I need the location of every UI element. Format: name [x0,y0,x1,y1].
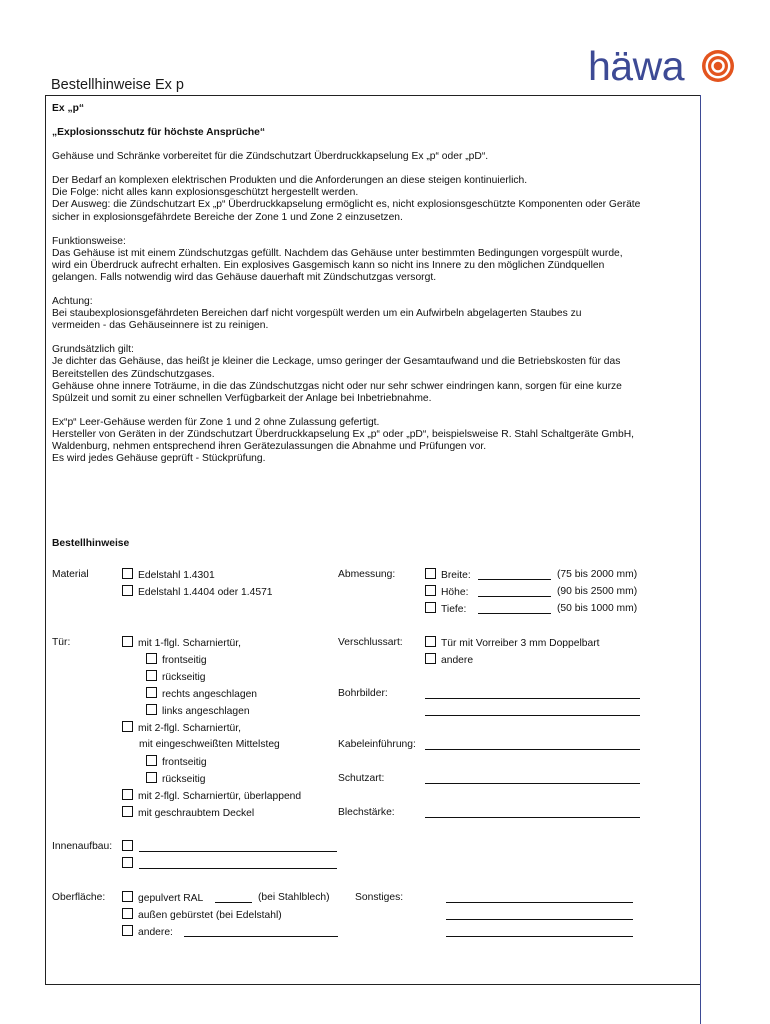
material-option-1430[interactable]: Edelstahl 1.4301 [122,568,215,582]
haewa-logo-icon [700,47,740,87]
intro-line: Bei staubexplosionsgefährdeten Bereichen darf nicht vorgespült werden um ein Aufwirbeln abgelagerten Staubes zu [52,308,582,320]
tuer-option-2flgl[interactable]: mit 2-flgl. Scharniertür, [122,721,241,735]
breite-range: (75 bis 2000 mm) [557,569,638,580]
verschluss-option-vorreiber[interactable]: Tür mit Vorreiber 3 mm Doppelbart [425,636,600,650]
innen-option-2[interactable] [122,857,138,871]
checkbox[interactable] [122,721,133,732]
checkbox[interactable] [122,806,133,817]
checkbox[interactable] [425,653,436,664]
innen-option-1[interactable] [122,840,138,854]
checkbox[interactable] [122,789,133,800]
tuer-option-ueberlappend[interactable]: mit 2-flgl. Scharniertür, überlappend [122,789,301,803]
intro-line: Bereitstellen des Zündschutzgases. [52,368,215,380]
checkbox[interactable] [122,908,133,919]
frame-right-accent-line [700,95,701,1024]
checkbox[interactable] [146,772,157,783]
hoehe-input-line[interactable] [478,586,551,597]
checkbox[interactable] [122,891,133,902]
innen-input-line-1[interactable] [139,841,337,852]
ex-label: Ex „p“ [52,103,85,114]
schutzart-label: Schutzart: [338,773,385,784]
checkbox[interactable] [146,755,157,766]
intro-line: Grundsätzlich gilt: [52,344,134,356]
intro-section [52,103,697,465]
tiefe-input-line[interactable] [478,603,551,614]
checkbox[interactable] [146,687,157,698]
sonstiges-label: Sonstiges: [355,892,404,903]
intro-line: Achtung: [52,296,93,308]
tuer-label: Tür: [52,637,71,648]
abmessung-label: Abmessung: [338,569,396,580]
oberflaeche-andere-input-line[interactable] [184,926,338,937]
intro-line: wird ein Überdruck aufrecht erhalten. Ein explosives Gasgemisch kann so nicht ins Innere zu den möglichen Zündquellen [52,259,605,271]
material-label: Material [52,569,89,580]
checkbox[interactable] [122,857,133,868]
verschluss-option-andere[interactable]: andere [425,653,473,667]
intro-line: Funktionsweise: [52,235,126,247]
tuer-1flgl-rechts[interactable]: rechts angeschlagen [146,687,257,701]
intro-line: vermeiden - das Gehäuseinnere ist zu reinigen. [52,320,269,332]
intro-paragraph: Gehäuse und Schränke vorbereitet für die Zündschutzart Überdruckkapselung Ex „p“ oder „pD“. [52,151,489,163]
page-title: Bestellhinweise Ex p [51,77,184,93]
blech-input-line[interactable] [425,807,640,818]
checkbox[interactable] [425,602,436,613]
checkbox[interactable] [122,636,133,647]
sonstiges-input-line-1[interactable] [446,892,633,903]
tuer-1flgl-frontseitig[interactable]: frontseitig [146,653,207,667]
intro-line: Es wird jedes Gehäuse geprüft - Stückprüfung. [52,453,266,465]
checkbox[interactable] [146,670,157,681]
frame-top-rule [45,95,700,96]
intro-line: Ex“p“ Leer-Gehäuse werden für Zone 1 und 2 ohne Zulassung gefertigt. [52,416,380,428]
sonstiges-input-line-3[interactable] [446,926,633,937]
oberflaeche-option-gebuerstet[interactable]: außen gebürstet (bei Edelstahl) [122,908,282,922]
oberflaeche-label: Oberfläche: [52,892,106,903]
intro-line: gelangen. Falls notwendig wird das Gehäuse dauerhaft mit Zündschutzgas versorgt. [52,271,437,283]
haewa-logo-text: häwa [588,43,685,89]
intro-line: Das Gehäuse ist mit einem Zündschutzgas gefüllt. Nachdem das Gehäuse unter bestimmten Bedingungen vorgespült wurde, [52,247,623,259]
oberflaeche-ral-note: (bei Stahlblech) [258,892,330,903]
oberflaeche-option-ral[interactable]: gepulvert RAL [122,891,203,905]
bohrbilder-input-line[interactable] [425,688,640,699]
intro-line: Waldenburg, nehmen entsprechend ihren Gerätezulassungen die Abnahme und Prüfungen vor. [52,440,487,452]
form-heading: Bestellhinweise [52,538,130,549]
verschluss-label: Verschlussart: [338,637,403,648]
hoehe-option[interactable]: Höhe: [425,585,468,599]
checkbox[interactable] [146,704,157,715]
tuer-2flgl-frontseitig[interactable]: frontseitig [146,755,207,769]
intro-line: Der Bedarf an komplexen elektrischen Produkten und die Anforderungen an diese steigen kontinuierlich. [52,175,528,187]
frame-left-rule [45,95,46,985]
checkbox[interactable] [122,925,133,936]
checkbox[interactable] [122,568,133,579]
tuer-2flgl-rueckseitig[interactable]: rückseitig [146,772,206,786]
frame-bottom-rule [45,984,700,985]
checkbox[interactable] [146,653,157,664]
ral-input-line[interactable] [215,892,252,903]
bohrbilder-label: Bohrbilder: [338,688,388,699]
intro-line: Gehäuse ohne innere Toträume, in die das Zündschutzgas nicht oder nur sehr schwer eindringen kann, sorgen für eine kurze [52,380,622,392]
tuer-option-deckel[interactable]: mit geschraubtem Deckel [122,806,254,820]
tuer-1flgl-links[interactable]: links angeschlagen [146,704,250,718]
bohrbilder-input-line-2[interactable] [425,705,640,716]
schutzart-input-line[interactable] [425,773,640,784]
checkbox[interactable] [425,585,436,596]
material-option-1440[interactable]: Edelstahl 1.4404 oder 1.4571 [122,585,273,599]
checkbox[interactable] [425,636,436,647]
checkbox[interactable] [122,585,133,596]
hoehe-range: (90 bis 2500 mm) [557,586,638,597]
kabel-input-line[interactable] [425,739,640,750]
tuer-1flgl-rueckseitig[interactable]: rückseitig [146,670,206,684]
tuer-option-1flgl[interactable]: mit 1-flgl. Scharniertür, [122,636,241,650]
innen-label: Innenaufbau: [52,841,113,852]
breite-input-line[interactable] [478,569,551,580]
checkbox[interactable] [425,568,436,579]
intro-line: Spülzeit und somit zu einer schnellen Verfügbarkeit der Anlage bei Inbetriebnahme. [52,392,432,404]
intro-line: Der Ausweg: die Zündschutzart Ex „p“ Überdruckkapselung ermöglicht es, nicht explosionsgeschützte Komponenten oder Geräte [52,199,641,211]
sonstiges-input-line-2[interactable] [446,909,633,920]
headline: „Explosionsschutz für höchste Ansprüche“ [52,127,266,139]
innen-input-line-2[interactable] [139,858,337,869]
checkbox[interactable] [122,840,133,851]
oberflaeche-option-andere[interactable]: andere: [122,925,173,939]
intro-line: sicher in explosionsgefährdete Bereiche der Zone 1 und Zone 2 einzusetzen. [52,211,403,223]
tuer-2flgl-sub: mit eingeschweißten Mittelsteg [139,739,280,750]
blech-label: Blechstärke: [338,807,395,818]
intro-line: Je dichter das Gehäuse, das heißt je kleiner die Leckage, umso geringer der Gesamtaufwand und die Betriebskosten für das [52,356,621,368]
kabel-label: Kabeleinführung: [338,739,416,750]
intro-line: Hersteller von Geräten in der Zündschutzart Überdruckkapselung Ex „p“ oder „pD“, beispielsweise R. Stahl Schaltgeräte GmbH, [52,428,635,440]
breite-option[interactable]: Breite: [425,568,471,582]
tiefe-option[interactable]: Tiefe: [425,602,466,616]
tiefe-range: (50 bis 1000 mm) [557,603,638,614]
intro-line: Die Folge: nicht alles kann explosionsgeschützt hergestellt werden. [52,187,359,199]
